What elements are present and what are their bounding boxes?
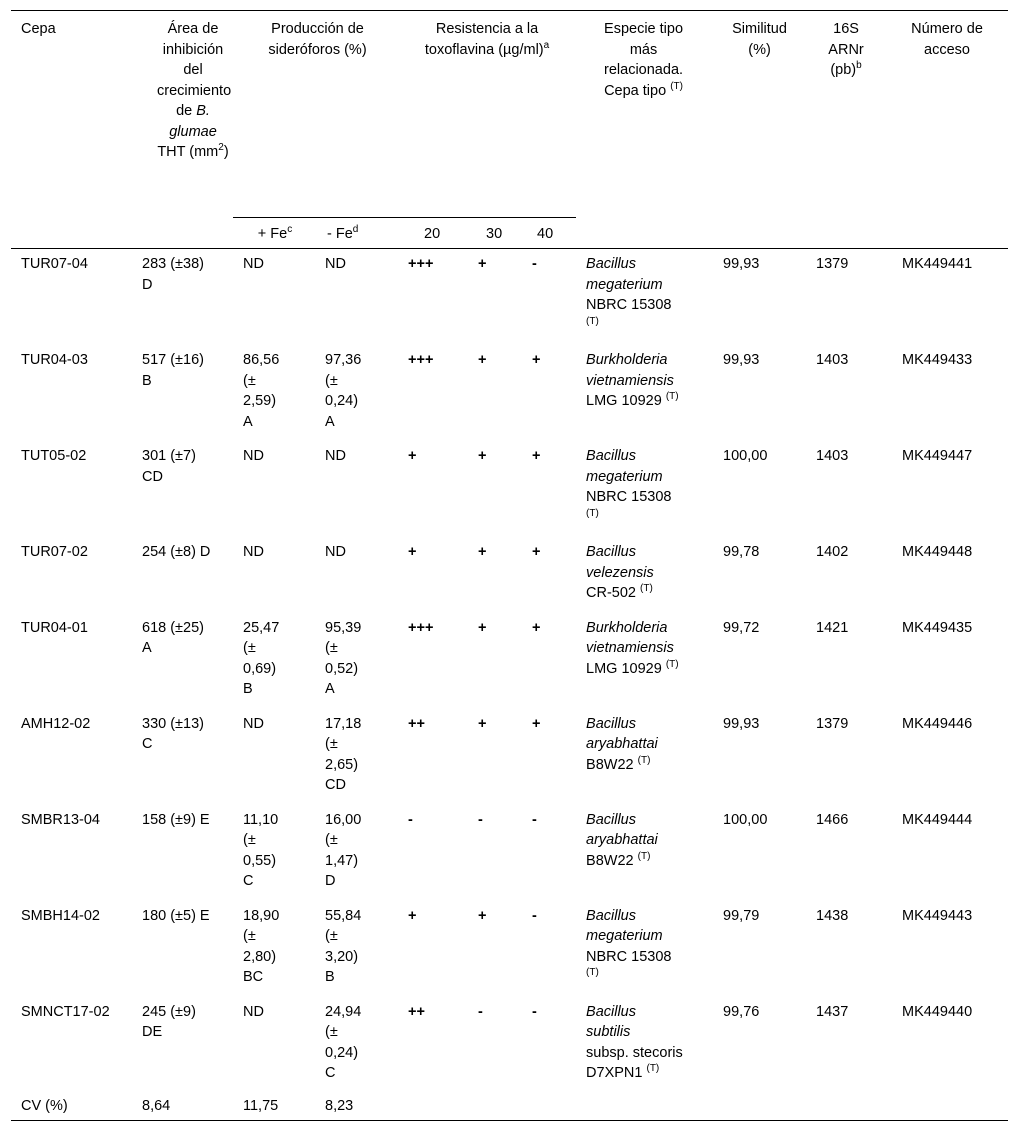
res-40-cell: +: [532, 544, 541, 560]
res-30-cell: +: [478, 352, 487, 368]
cv-label: CV (%): [21, 1097, 68, 1114]
arn-cell: 1421: [816, 619, 849, 636]
arn-cell: 1437: [816, 1003, 849, 1020]
acceso-cell: MK449441: [902, 256, 973, 272]
cepa-cell: TUR07-02: [21, 544, 88, 560]
similitud-cell: 99,93: [723, 352, 760, 368]
res-20-cell: +++: [408, 352, 434, 368]
res-20-cell: +: [408, 544, 417, 560]
res-40-cell: +: [532, 448, 541, 464]
res-20-cell: +++: [408, 619, 434, 636]
area-cell: 245 (±9) DE: [142, 1003, 196, 1040]
fe-minus-cell: 16,00 (± 1,47) D: [325, 811, 362, 889]
similitud-cell: 100,00: [723, 448, 768, 464]
res-30-cell: +: [478, 907, 487, 924]
fe-plus-cell: ND: [243, 256, 264, 272]
area-cell: 158 (±9) E: [142, 811, 210, 828]
strain-text: B8W22: [586, 756, 634, 773]
arn-cell: 1379: [816, 256, 849, 272]
acceso-cell: MK449447: [902, 448, 973, 464]
area-cell: 254 (±8) D: [142, 544, 211, 560]
arn-cell: 1402: [816, 544, 849, 560]
header-30: 30: [468, 218, 520, 249]
res-30-cell: +: [478, 619, 487, 636]
strain-table: [11, 10, 1008, 1121]
acceso-cell: MK449435: [902, 619, 973, 636]
header-acceso: Número de acceso: [911, 21, 983, 58]
especie-cell: [576, 613, 713, 709]
species-text: megaterium: [586, 276, 663, 293]
cepa-cell: TUR07-04: [21, 256, 88, 272]
species-text: megaterium: [586, 928, 663, 944]
fe-plus-cell: ND: [243, 544, 264, 560]
header-resistencia: Resistencia a la toxoflavina $(\mu g/ml)^a$: [424, 21, 550, 58]
res-30-cell: +: [478, 715, 487, 732]
species-text: megaterium: [586, 468, 663, 485]
acceso-cell: MK449433: [902, 352, 973, 368]
header-especie: Especie tipo más relacionada. Cepa tipo $^{(T)}$: [604, 21, 684, 99]
table-row: [11, 709, 1008, 805]
strain-text: CR-502: [586, 585, 636, 601]
header-fe-plus: + $Fe^c$: [233, 218, 317, 249]
header-sideroforos: Producción de sideróforos (%): [268, 21, 367, 58]
arn-cell: 1403: [816, 448, 849, 464]
header-area: Área de inhibición del crecimiento de B. glumae THT $(mm^2)$: [157, 21, 232, 160]
fe-minus-cell: 55,84 (± 3,20) B: [325, 907, 362, 985]
species-text: velezensis: [586, 564, 654, 581]
cepa-cell: TUT05-02: [21, 448, 87, 464]
res-40-cell: -: [532, 256, 537, 272]
header-arn: 16S ARNr (pb)$^b$: [828, 21, 864, 78]
cepa-cell: AMH12-02: [21, 715, 91, 732]
fe-plus-cell: 18,90 (± 2,80) BC: [243, 907, 280, 985]
fe-minus-cell: ND: [325, 256, 346, 272]
acceso-cell: MK449443: [902, 907, 973, 924]
species-text: aryabhattai: [586, 736, 658, 752]
arn-cell: 1466: [816, 811, 849, 828]
cepa-cell: SMBH14-02: [21, 907, 100, 924]
type-strain-mark: (T): [637, 754, 651, 766]
type-strain-mark: (T): [586, 967, 599, 979]
fe-plus-cell: ND: [243, 1003, 264, 1020]
res-30-cell: +: [478, 256, 487, 272]
res-20-cell: ++: [408, 1003, 425, 1020]
especie-cell: [576, 709, 713, 805]
fe-minus-cell: 17,18 (± 2,65) CD: [325, 715, 362, 793]
especie-cell: [576, 249, 713, 346]
area-cell: 283 (±38) D: [142, 256, 204, 293]
fe-minus-cell: ND: [325, 544, 346, 560]
cepa-cell: SMNCT17-02: [21, 1003, 110, 1020]
fe-plus-cell: 25,47 (± 0,69) B: [243, 619, 280, 697]
genus-text: Burkholderia: [586, 352, 668, 368]
similitud-cell: 100,00: [723, 811, 768, 828]
res-30-cell: +: [478, 448, 487, 464]
fe-minus-cell: ND: [325, 448, 346, 464]
type-strain-mark: (T): [586, 315, 599, 327]
species-text: vietnamiensis: [586, 372, 674, 389]
especie-cell: [576, 805, 713, 901]
type-strain-mark: (T): [646, 1063, 660, 1075]
res-30-cell: -: [478, 1003, 483, 1020]
acceso-cell: MK449440: [902, 1003, 973, 1020]
strain-text: LMG 10929: [586, 660, 662, 677]
res-20-cell: ++: [408, 715, 425, 732]
type-strain-mark: (T): [665, 391, 679, 403]
genus-text: Bacillus: [586, 256, 636, 272]
acceso-cell: MK449448: [902, 544, 973, 560]
res-40-cell: -: [532, 907, 537, 924]
genus-text: Bacillus: [586, 811, 636, 828]
header-similitud: Similitud (%): [732, 21, 787, 58]
cv-fe-plus: 11,75: [243, 1097, 279, 1114]
cv-area: 8,64: [142, 1097, 171, 1114]
similitud-cell: 99,93: [723, 715, 760, 732]
similitud-cell: 99,72: [723, 619, 760, 636]
genus-text: Burkholderia: [586, 619, 668, 636]
type-strain-mark: (T): [640, 583, 653, 595]
strain-text: subsp. stecoris D7XPN1: [586, 1044, 683, 1081]
fe-minus-cell: 95,39 (± 0,52) A: [325, 619, 362, 697]
strain-text: NBRC 15308: [586, 948, 672, 965]
similitud-cell: 99,93: [723, 256, 760, 272]
table-row: [11, 613, 1008, 709]
header-cepa: Cepa: [21, 21, 56, 37]
acceso-cell: MK449444: [902, 811, 973, 828]
type-strain-mark: (T): [665, 658, 679, 670]
acceso-cell: MK449446: [902, 715, 973, 732]
fe-plus-cell: 11,10 (± 0,55) C: [243, 811, 279, 889]
especie-cell: [576, 441, 713, 537]
table-row: [11, 997, 1008, 1093]
especie-cell: [576, 901, 713, 997]
header-fe-minus: - Fe$^d$: [317, 218, 398, 249]
cepa-cell: TUR04-03: [21, 352, 88, 368]
fe-minus-cell: 24,94 (± 0,24) C: [325, 1003, 362, 1081]
fe-plus-cell: 86,56 (± 2,59) A: [243, 352, 280, 430]
res-40-cell: +: [532, 352, 541, 368]
similitud-cell: 99,79: [723, 907, 760, 924]
area-cell: 180 (±5) E: [142, 907, 210, 924]
genus-text: Bacillus: [586, 715, 636, 732]
arn-cell: 1379: [816, 715, 849, 732]
strain-text: LMG 10929: [586, 393, 662, 409]
header-20: 20: [398, 218, 468, 249]
table-row: [11, 441, 1008, 537]
type-strain-mark: (T): [586, 507, 599, 519]
res-40-cell: -: [532, 1003, 537, 1020]
res-40-cell: +: [532, 715, 541, 732]
res-30-cell: +: [478, 544, 487, 560]
table-row: [11, 345, 1008, 441]
species-text: aryabhattai: [586, 832, 658, 848]
arn-cell: 1403: [816, 352, 849, 368]
area-cell: 517 (±16) B: [142, 352, 204, 389]
fe-minus-cell: 97,36 (± 0,24) A: [325, 352, 362, 430]
fe-plus-cell: ND: [243, 715, 264, 732]
fe-plus-cell: ND: [243, 448, 264, 464]
table-row: [11, 805, 1008, 901]
cepa-cell: TUR04-01: [21, 619, 88, 636]
especie-cell: [576, 537, 713, 613]
genus-text: Bacillus: [586, 907, 636, 924]
strain-text: NBRC 15308: [586, 489, 672, 505]
genus-text: Bacillus: [586, 544, 636, 560]
similitud-cell: 99,78: [723, 544, 760, 560]
cepa-cell: SMBR13-04: [21, 811, 100, 828]
area-cell: 618 (±25) A: [142, 619, 204, 656]
type-strain-mark: (T): [637, 850, 651, 862]
res-20-cell: -: [408, 811, 413, 828]
area-cell: 330 (±13) C: [142, 715, 204, 752]
res-40-cell: +: [532, 619, 541, 636]
cv-row: [11, 1093, 1008, 1121]
species-text: subtilis: [586, 1024, 631, 1040]
res-20-cell: +: [408, 907, 417, 924]
res-30-cell: -: [478, 811, 483, 828]
especie-cell: [576, 345, 713, 441]
similitud-cell: 99,76: [723, 1003, 760, 1020]
strain-text: B8W22: [586, 852, 634, 869]
header-40: 40: [520, 218, 576, 249]
cv-fe-minus: 8,23: [325, 1097, 354, 1114]
area-cell: 301 (±7) CD: [142, 448, 196, 485]
table-row: [11, 249, 1008, 346]
res-20-cell: +: [408, 448, 417, 464]
res-20-cell: +++: [408, 256, 434, 272]
genus-text: Bacillus: [586, 1003, 636, 1020]
strain-text: NBRC 15308: [586, 297, 672, 313]
table-row: [11, 901, 1008, 997]
res-40-cell: -: [532, 811, 537, 828]
especie-cell: [576, 997, 713, 1093]
table-row: [11, 537, 1008, 613]
species-text: vietnamiensis: [586, 640, 674, 656]
genus-text: Bacillus: [586, 448, 636, 464]
arn-cell: 1438: [816, 907, 849, 924]
